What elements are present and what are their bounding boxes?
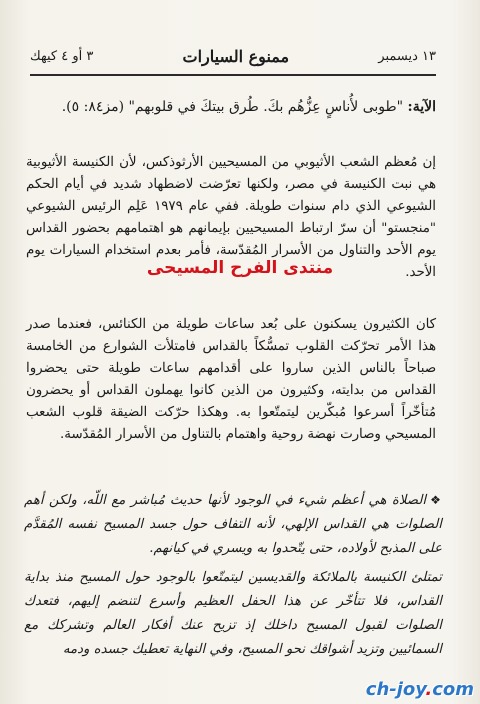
site-logo-watermark xyxy=(366,679,474,700)
verse-text: "طوبى لأُناسٍ عِزُّهُم بكَ. طُرق بيتكَ في قلوبهم" (مز٨٤: ٥). xyxy=(61,99,408,115)
page-header xyxy=(30,42,436,70)
site-logo-left: ch-joy xyxy=(365,679,426,700)
header-coptic-date: ٣ أو ٤ كيهك xyxy=(30,48,94,64)
story-paragraph-2 xyxy=(26,314,436,446)
reflection-1 xyxy=(24,488,442,561)
header-divider xyxy=(30,74,436,76)
forum-watermark: منتدى الفرح المسيحى xyxy=(146,258,334,278)
site-logo-right: com xyxy=(432,679,474,700)
paragraph-2-text: كان الكثيرون يسكنون على بُعد ساعات طويلة من الكنائس، فعندما صدر هذا الأمر تحرّكت القلوب تمسُّكاً بالقداس فامتلأت الشوارع من الخامسة صباحاً بالناس الذين ساروا على أقدامهم ساعات طويلة حتى يحضروا القداس من بدايته، وكثيرون من الذين كانوا يهملون القداس أو يحضرون مُتأخّراً أسرعوا مُبكّرين ليتمتّعوا به. وهكذا حرّكت الضيقة قلوب الشعب المسيحي وصارت نهضة روحية واهتمام بالتناول من الأسرار المُقدّسة. xyxy=(26,317,436,442)
reflection-1-text: الصلاة هي أعظم شيء في الوجود لأنها حديث مُباشر مع اللّه، ولكن أهم الصلوات هي القداس الإلهي، لأنه التفاف حول جسد المسيح نفسه المُقدَّم على المذبح لأولاده، حتى يتّحدوا به ويسري في كيانهم. xyxy=(24,493,442,556)
header-date: ١٣ ديسمبر xyxy=(378,48,436,64)
diamond-bullet-icon: ❖ xyxy=(430,493,443,507)
paragraph-1-text: إن مُعظم الشعب الأثيوبي من المسيحيين الأرثوذكس، لأن الكنيسة الأثيوبية هي نبت الكنيسة في مصر، ولكنها تعرّضت لاضطهاد شديد في أيام الحكم الشيوعي الذي دام سنوات طويلة. ففي عام ١٩٧٩ عَلِم الرئيس الشيوعي "منجستو" أن سرّ ارتباط المسيحيين بإيمانهم هو اهتمامهم بحضور القداس يوم الأحد والتناول من الأسرار المُقدّسة، فأمر بعدم استخدام السيارات يوم الأحد. xyxy=(26,155,437,280)
verse-label: الآية: xyxy=(407,99,436,115)
site-logo-dot: . xyxy=(425,679,433,700)
page-title: ممنوع السيارات xyxy=(182,46,290,66)
reflection-2-text: تمتلئ الكنيسة بالملائكة والقديسين ليتمتّعوا بالوجود حول المسيح منذ بداية القداس، فلا تتأخّر عن هذا الحفل العظيم وأسرع لتنضم إليهم، فتعدك الصلوات لقبول المسيح داخلك إذ تزيح عنك أفكار العالم وتشركك مع السمائيين وتزيد أشواقك نحو المسيح، وفي النهاية تعطيك جسده ودمه xyxy=(24,570,442,657)
reflection-2 xyxy=(24,566,442,662)
verse-line xyxy=(26,96,436,118)
